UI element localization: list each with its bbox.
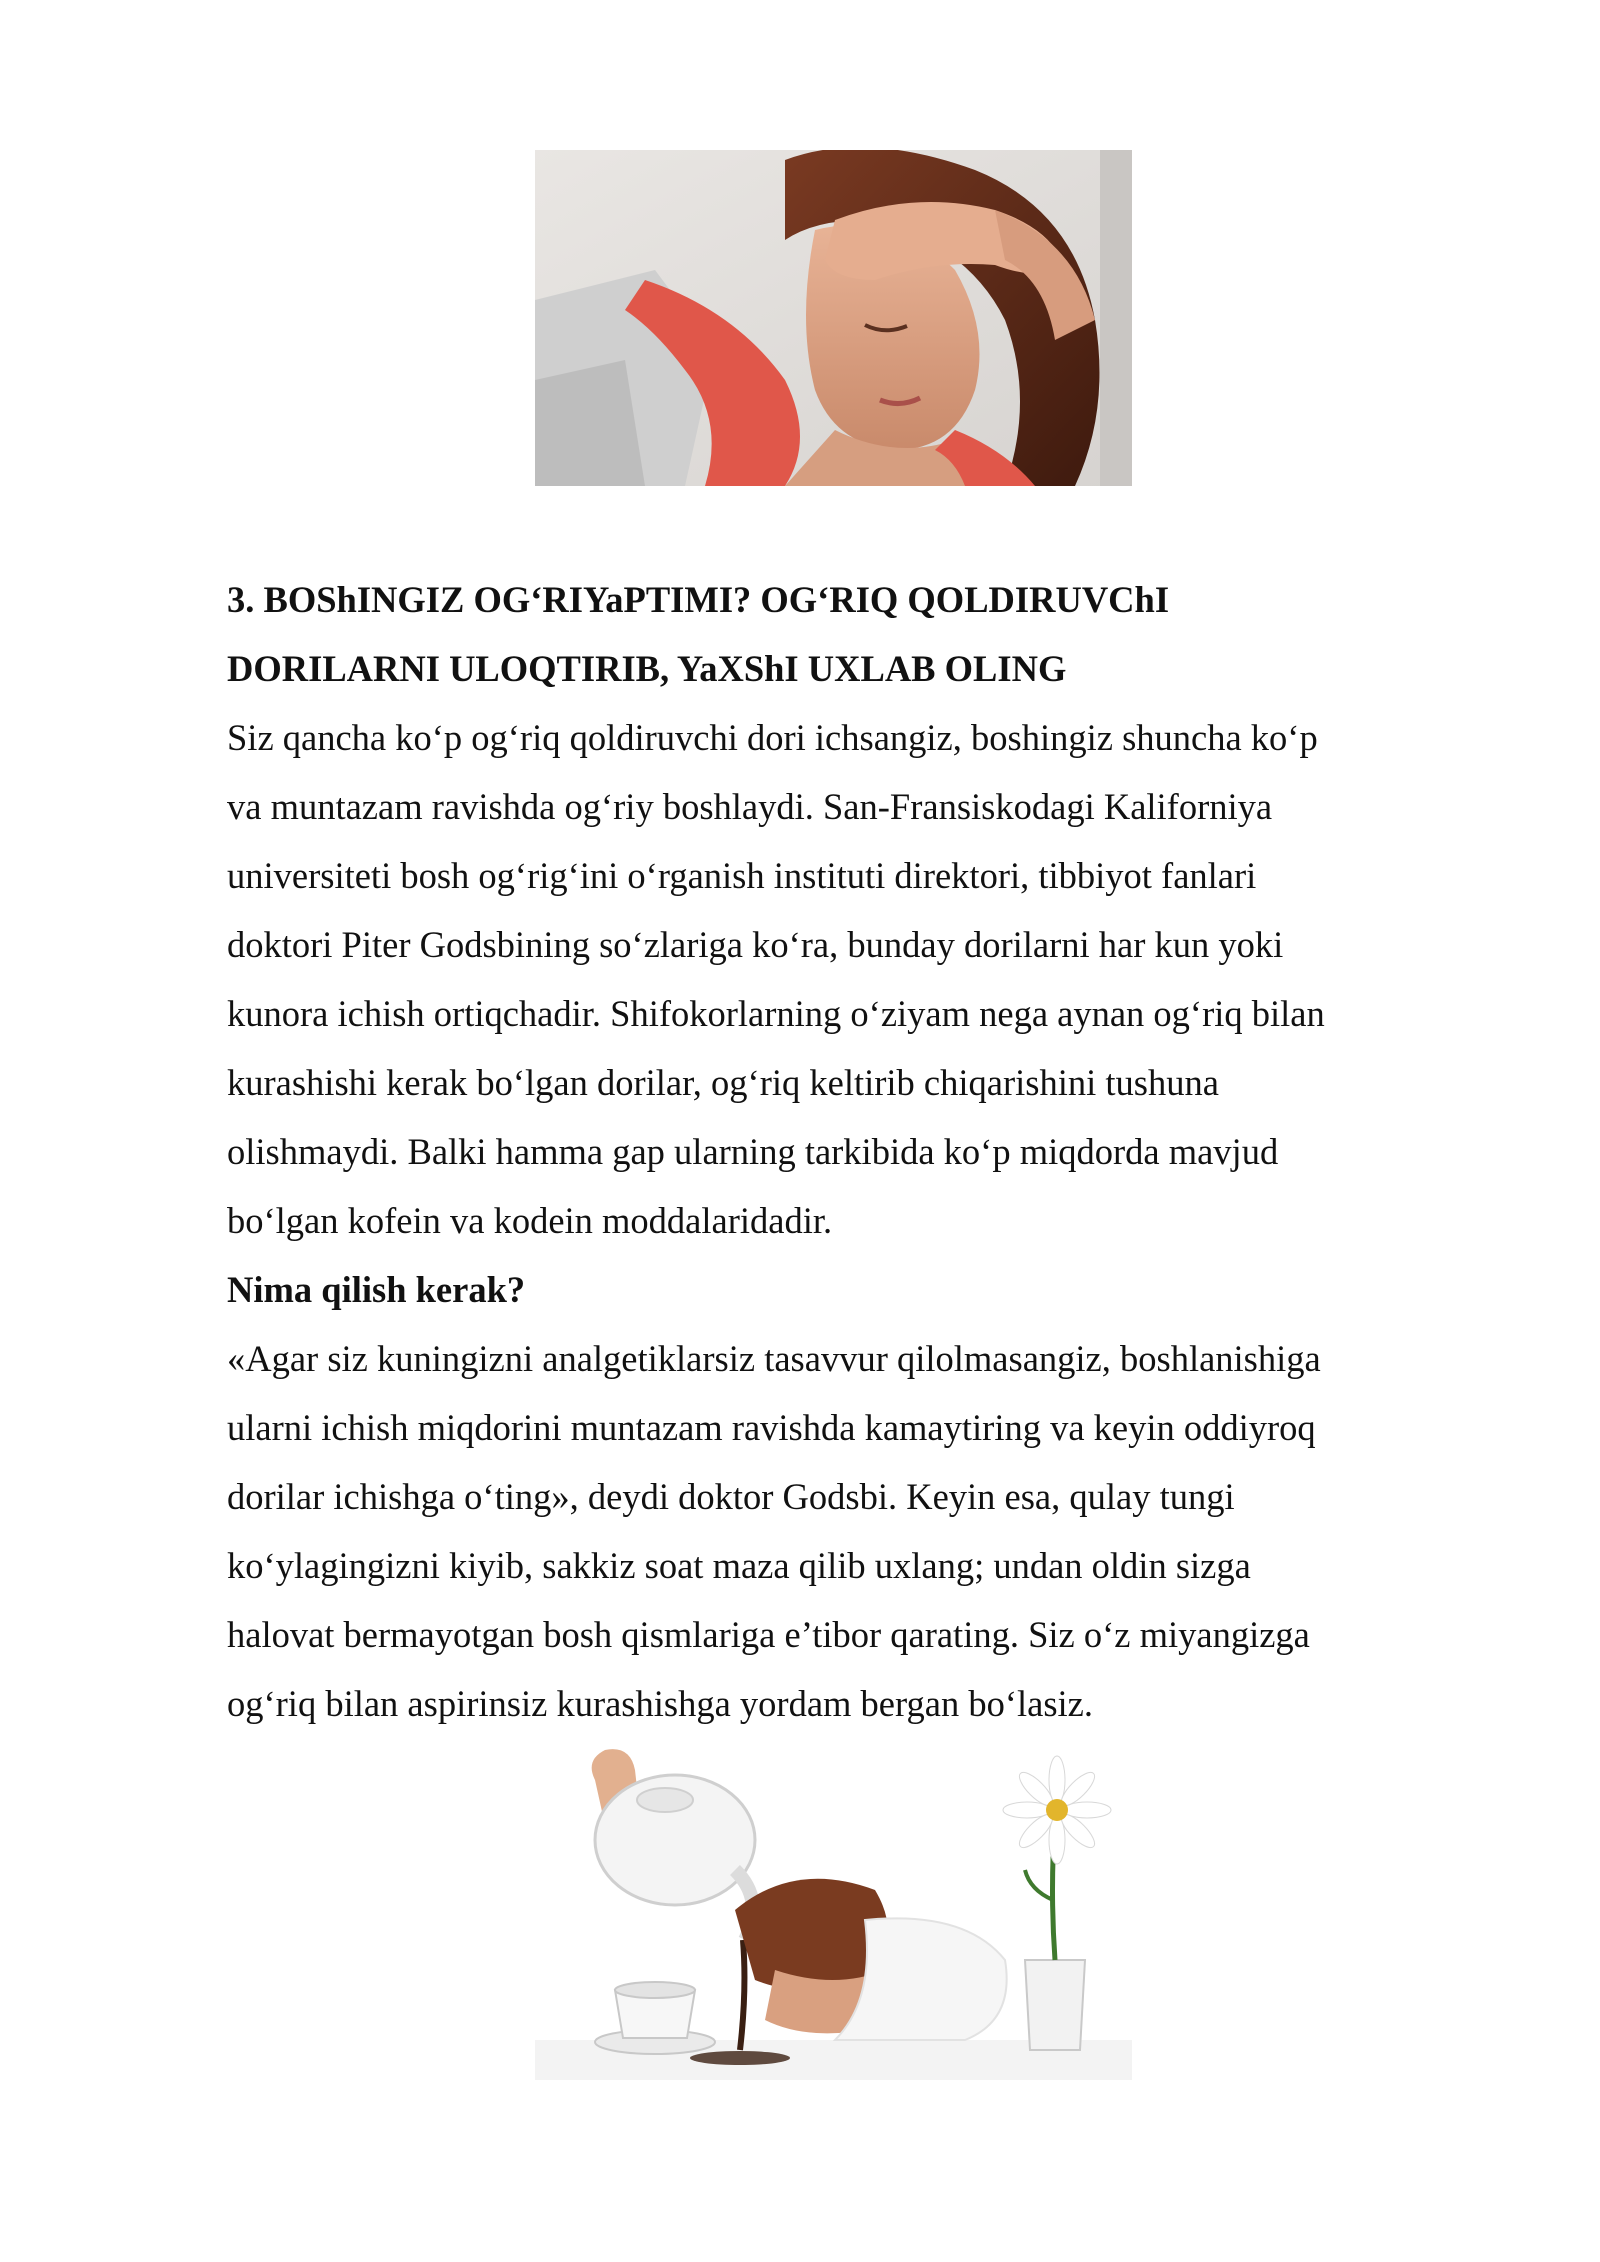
- paragraph-line: bo‘lgan kofein va kodein moddalaridadir.: [227, 1200, 833, 1241]
- article-heading: [227, 565, 1467, 703]
- paragraph-intro: [227, 703, 1467, 1255]
- subheading: Nima qilish kerak?: [227, 1269, 526, 1310]
- paragraph-line: kurashishi kerak bo‘lgan dorilar, og‘riq keltirib chiqarishini tushuna: [227, 1062, 1219, 1103]
- paragraph-line: halovat bermayotgan bosh qismlariga e’tibor qarating. Siz o‘z miyangizga: [227, 1614, 1310, 1655]
- man-sleeping-teapot-photo: [535, 1740, 1132, 2080]
- paragraph-advice: [227, 1324, 1467, 1738]
- paragraph-line: olishmaydi. Balki hamma gap ularning tarkibida ko‘p miqdorda mavjud: [227, 1131, 1279, 1172]
- woman-headache-photo: [535, 150, 1132, 486]
- paragraph-line: ko‘ylagingizni kiyib, sakkiz soat maza qilib uxlang; undan oldin sizga: [227, 1545, 1251, 1586]
- paragraph-line: Siz qancha ko‘p og‘riq qoldiruvchi dori ichsangiz, boshingiz shuncha ko‘p: [227, 717, 1318, 758]
- paragraph-line: «Agar siz kuningizni analgetiklarsiz tasavvur qilolmasangiz, boshlanishiga: [227, 1338, 1321, 1379]
- paragraph-line: og‘riq bilan aspirinsiz kurashishga yordam bergan bo‘lasiz.: [227, 1683, 1093, 1724]
- heading-line: DORILARNI ULOQTIRIB, YaXShI UXLAB OLING: [227, 648, 1067, 689]
- paragraph-line: kunora ichish ortiqchadir. Shifokorlarning o‘ziyam nega aynan og‘riq bilan: [227, 993, 1325, 1034]
- paragraph-line: doktori Piter Godsbining so‘zlariga ko‘ra, bunday dorilarni har kun yoki: [227, 924, 1284, 965]
- paragraph-line: dorilar ichishga o‘ting», deydi doktor Godsbi. Keyin esa, qulay tungi: [227, 1476, 1235, 1517]
- paragraph-line: va muntazam ravishda og‘riy boshlaydi. San-Fransiskodagi Kaliforniya: [227, 786, 1273, 827]
- paragraph-line: universiteti bosh og‘rig‘ini o‘rganish instituti direktori, tibbiyot fanlari: [227, 855, 1257, 896]
- article-body: [227, 565, 1467, 1738]
- paragraph-line: ularni ichish miqdorini muntazam ravishda kamaytiring va keyin oddiyroq: [227, 1407, 1316, 1448]
- heading-line: 3. BOShINGIZ OG‘RIYaPTIMI? OG‘RIQ QOLDIRUVChI: [227, 579, 1170, 620]
